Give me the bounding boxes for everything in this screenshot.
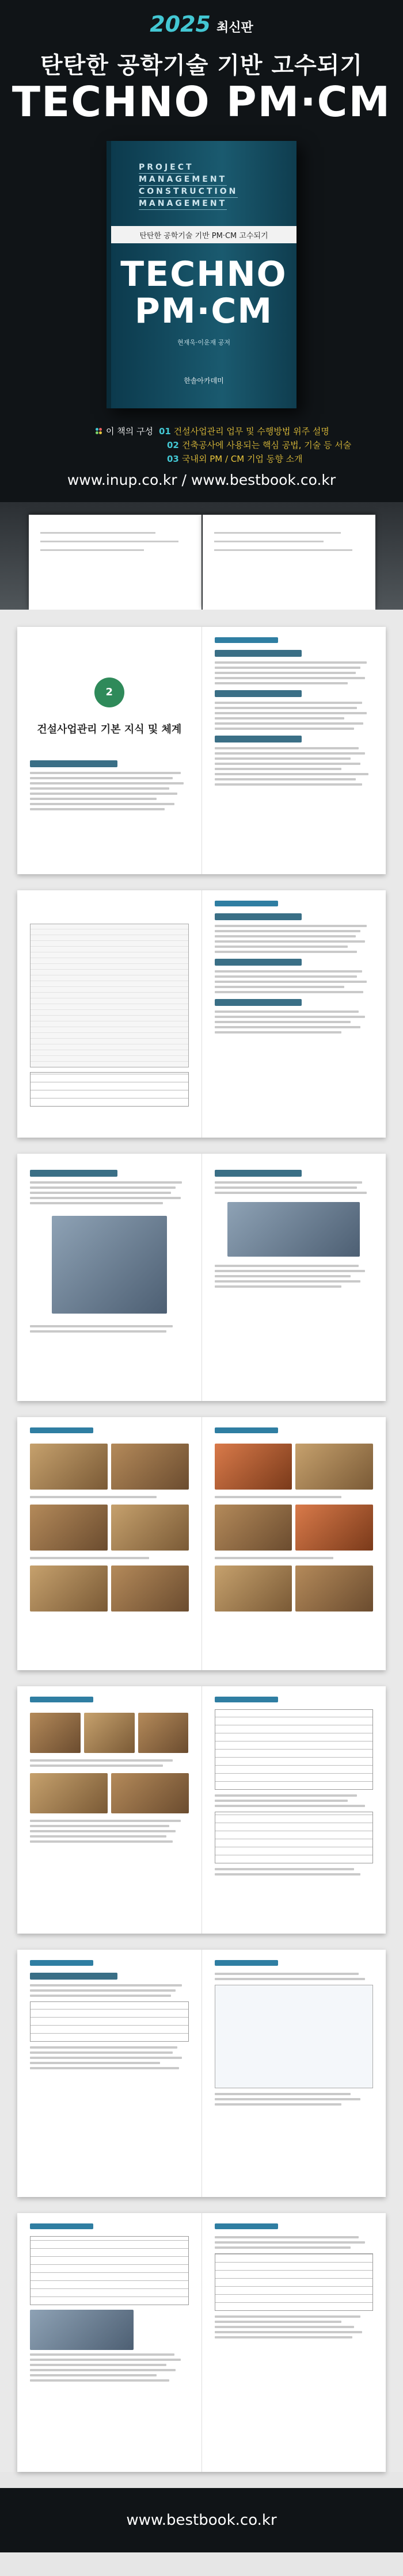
footer-banner: [0, 2488, 403, 2552]
book-cover-series-line: MANAGEMENT: [139, 174, 227, 186]
sample-page: [202, 1417, 386, 1670]
website-links[interactable]: www.inup.co.kr / www.bestbook.co.kr: [67, 472, 336, 488]
page-preview-right: [203, 515, 375, 610]
edition-tag: [150, 12, 253, 37]
page-preview-left: [29, 515, 202, 610]
footer-url[interactable]: www.bestbook.co.kr: [126, 2512, 277, 2529]
sample-spread: [17, 1417, 386, 1670]
sample-spread: [17, 1686, 386, 1934]
sample-page: [17, 1417, 202, 1670]
hero-banner: [0, 0, 403, 610]
page-preview-band: [0, 502, 403, 610]
contents-item-text: 건설사업관리 업무 및 수행방법 위주 설명: [173, 426, 329, 437]
contents-item-number: 03: [167, 454, 179, 464]
sample-page: [17, 2213, 202, 2472]
book-cover: [107, 141, 296, 408]
sample-spread: [17, 627, 386, 874]
sample-page: [17, 890, 202, 1138]
sample-spread: [17, 2213, 386, 2472]
sample-spread: [17, 890, 386, 1138]
sample-page: [17, 1950, 202, 2197]
contents-heading: [96, 424, 153, 438]
sample-page: [202, 890, 386, 1138]
sample-spread: [17, 1950, 386, 2197]
book-cover-series: [139, 162, 238, 210]
contents-item-text: 건축공사에 사용되는 핵심 공법, 기술 등 서술: [182, 440, 352, 450]
contents-item-number: 01: [159, 426, 171, 437]
sample-page: [202, 1950, 386, 2197]
sample-page: [202, 1154, 386, 1401]
edition-year: 2025: [150, 12, 211, 37]
hero-title: TECHNO PM·CM: [12, 78, 391, 126]
chapter-badge: 2: [94, 678, 124, 707]
book-cover-series-line: CONSTRUCTION: [139, 186, 238, 198]
sample-pages: [0, 610, 403, 2472]
colorful-dots-icon: [96, 428, 102, 435]
book-cover-series-line: MANAGEMENT: [139, 198, 227, 210]
schedule-chart-figure: [30, 924, 189, 1067]
book-cover-authors: 현재욱·이운재 공저: [177, 339, 230, 346]
sample-page: [17, 1686, 202, 1934]
sample-page: [202, 2213, 386, 2472]
contents-item-text: 국내외 PM / CM 기업 동향 소개: [182, 454, 303, 464]
chapter-title: 건설사업관리 기본 지식 및 체계: [37, 724, 182, 736]
sample-page: [17, 1154, 202, 1401]
book-cover-series-line: PROJECT: [139, 162, 194, 174]
contents-item-number: 02: [167, 440, 179, 450]
sample-spread: [17, 1154, 386, 1401]
book-contents-list: [96, 424, 351, 466]
edition-label: 최신판: [216, 21, 253, 35]
chapter-opener: [30, 678, 189, 737]
contents-heading-label: 이 책의 구성: [106, 426, 153, 437]
book-cover-title: TECHNO PM·CM: [120, 254, 287, 331]
hero-subtitle: 탄탄한 공학기술 기반 고수되기: [40, 52, 363, 79]
sample-page: [202, 1686, 386, 1934]
sample-page: [17, 627, 202, 874]
sample-page: [202, 627, 386, 874]
book-cover-ribbon: 탄탄한 공학기술 기반 PM·CM 고수되기: [111, 226, 296, 243]
book-cover-publisher: 한솔아카데미: [184, 377, 224, 385]
